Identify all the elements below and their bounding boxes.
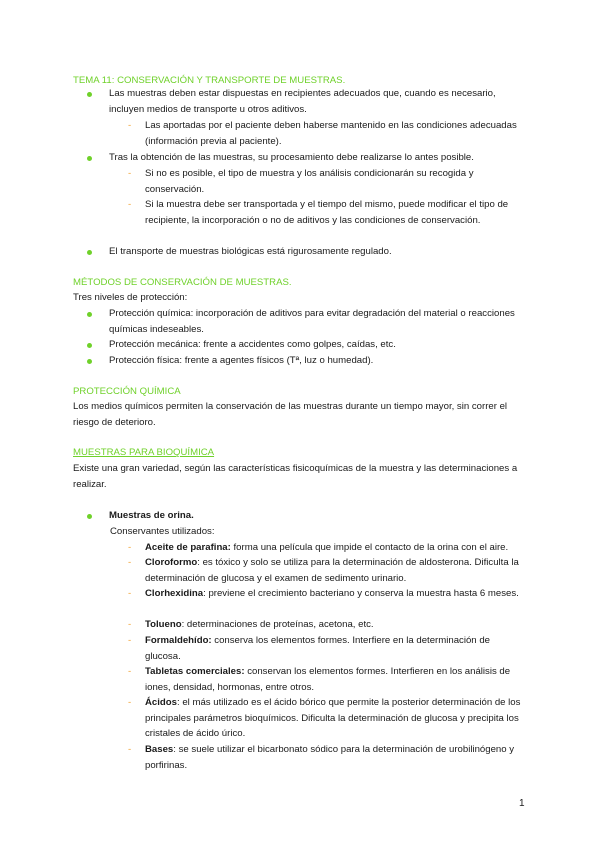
- bullet-text: Las muestras deben estar dispuestas en recipientes adecuados que, cuando es necesario, incluyen medios de transporte u otros aditivos.: [109, 88, 496, 115]
- bullet-text: El transporte de muestras biológicas está rigurosamente regulado.: [109, 246, 392, 257]
- dash-icon: -: [128, 666, 132, 677]
- term: Formaldehído:: [145, 635, 212, 646]
- dash-icon: -: [128, 619, 132, 630]
- dash-text: Si la muestra debe ser transportada y el tiempo del mismo, puede modificar el tipo de recipiente, la incorporación o no de aditivos y las condiciones de conservación.: [145, 199, 509, 226]
- term: Ácidos: [145, 697, 177, 708]
- dash-icon: -: [128, 557, 132, 568]
- term: Cloroformo: [145, 557, 198, 568]
- term: Clorhexidina: [145, 588, 204, 599]
- bullet-icon: [87, 359, 92, 364]
- dash-icon: -: [128, 120, 132, 131]
- bullet-icon: [87, 312, 92, 317]
- bullet-text: Protección mecánica: frente a accidentes como golpes, caídas, etc.: [109, 339, 396, 350]
- description: : es tóxico y solo se utiliza para la determinación de aldosterona. Dificulta la determinación de glucosa y el examen de sedimento urinario.: [145, 557, 519, 584]
- dash-icon: -: [128, 635, 132, 646]
- section-title-proteccion-quimica: PROTECCIÓN QUÍMICA: [73, 386, 181, 397]
- dash-icon: -: [128, 588, 132, 599]
- dash-icon: -: [128, 168, 132, 179]
- bullet-icon: [87, 514, 92, 519]
- term: Bases: [145, 744, 174, 755]
- term: Tabletas comerciales:: [145, 666, 245, 677]
- section-title-metodos: MÉTODOS DE CONSERVACIÓN DE MUESTRAS.: [73, 277, 292, 288]
- paragraph: Existe una gran variedad, según las características fisicoquímicas de la muestra y las determinaciones a realizar.: [73, 463, 518, 490]
- page-number: 1: [519, 798, 525, 809]
- bullet-text: [109, 508, 527, 524]
- bullet-title: Muestras de orina.: [109, 510, 194, 521]
- term: Aceite de parafina:: [145, 542, 231, 553]
- bullet-text: Protección química: incorporación de aditivos para evitar degradación del material o reacciones químicas indeseables.: [109, 308, 515, 335]
- bullet-text: Tras la obtención de las muestras, su procesamiento debe realizarse lo antes posible.: [109, 152, 474, 163]
- paragraph: Tres niveles de protección:: [73, 292, 188, 303]
- description: conserva los elementos formes. Interfiere en la determinación de glucosa.: [145, 635, 490, 662]
- bullet-icon: [87, 156, 92, 161]
- term: Tolueno: [145, 619, 182, 630]
- dash-icon: -: [128, 744, 132, 755]
- bullet-icon: [87, 92, 92, 97]
- dash-text: Las aportadas por el paciente deben haberse mantenido en las condiciones adecuadas (información previa al paciente).: [145, 120, 517, 147]
- dash-icon: -: [128, 542, 132, 553]
- subtitle: Conservantes utilizados:: [110, 526, 215, 537]
- paragraph: Los medios químicos permiten la conservación de las muestras durante un tiempo mayor, sin correr el riesgo de deterioro.: [73, 401, 508, 428]
- section-title-conservacion: TEMA 11: CONSERVACIÓN Y TRANSPORTE DE MUESTRAS.: [73, 75, 346, 86]
- bullet-text: Protección física: frente a agentes físicos (Tª, luz o humedad).: [109, 355, 374, 366]
- dash-icon: -: [128, 697, 132, 708]
- section-title-bioquimica: MUESTRAS PARA BIOQUÍMICA: [73, 447, 215, 458]
- description: : previene el crecimiento bacteriano y conserva la muestra hasta 6 meses.: [203, 588, 519, 599]
- description: : se suele utilizar el bicarbonato sódico para la determinación de urobilinógeno y porfirinas.: [145, 744, 515, 771]
- dash-text: Si no es posible, el tipo de muestra y los análisis condicionarán su recogida y conservación.: [145, 168, 474, 195]
- bullet-icon: [87, 250, 92, 255]
- description: conservan los elementos formes. Interfieren en los análisis de iones, densidad, hormonas, entre otros.: [145, 666, 511, 693]
- description: : determinaciones de proteínas, acetona, etc.: [181, 619, 374, 630]
- bullet-icon: [87, 343, 92, 348]
- description: : el más utilizado es el ácido bórico que permite la posterior determinación de los principales parámetros bioquímicos. Dificulta la determinación de glucosa y precipita los cristales de ácido úrico.: [145, 697, 521, 740]
- dash-icon: -: [128, 199, 132, 210]
- description: forma una película que impide el contacto de la orina con el aire.: [230, 542, 509, 553]
